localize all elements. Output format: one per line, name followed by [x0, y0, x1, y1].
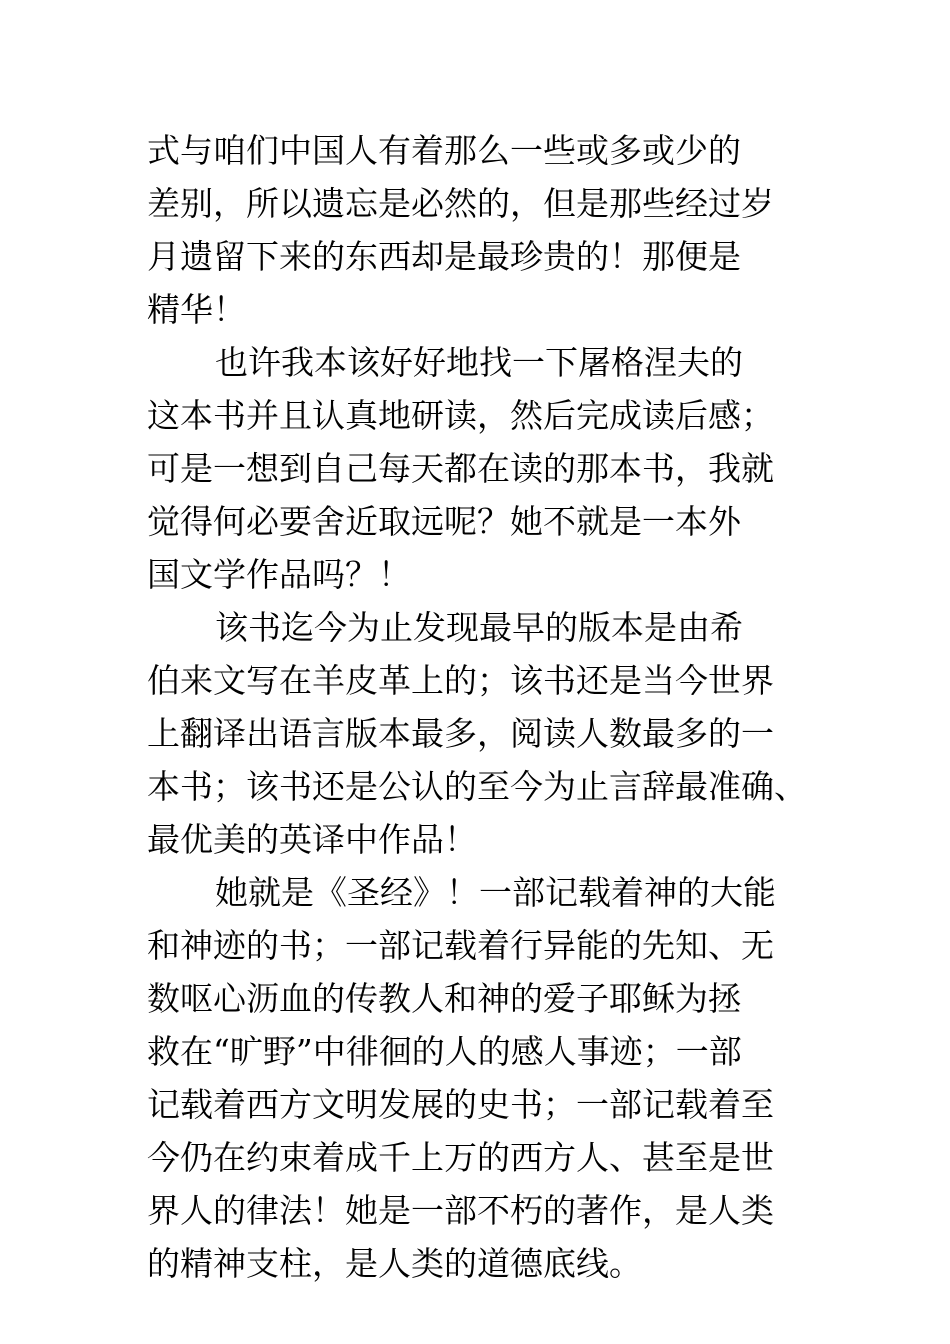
- text-line: 月遗留下来的东西却是最珍贵的！那便是: [147, 237, 741, 276]
- text-line: 上翻译出语言版本最多，阅读人数最多的一: [147, 714, 774, 753]
- text-line: 这本书并且认真地研读，然后完成读后感；: [147, 396, 774, 435]
- text-line: 可是一想到自己每天都在读的那本书，我就: [147, 449, 774, 488]
- text-line: 最优美的英译中作品！: [147, 820, 477, 859]
- text-line: 今仍在约束着成千上万的西方人、甚至是世: [147, 1138, 774, 1177]
- paragraph-3: [147, 601, 827, 866]
- text-line: 她就是《圣经》！一部记载着神的大能: [215, 873, 776, 912]
- text-line: 国文学作品吗？！: [147, 555, 411, 594]
- text-line: 精华！: [147, 290, 246, 329]
- text-line: 记载着西方文明发展的史书；一部记载着至: [147, 1085, 774, 1124]
- text-line: 式与咱们中国人有着那么一些或多或少的: [147, 131, 741, 170]
- text-line: 该书迄今为止发现最早的版本是由希: [215, 608, 743, 647]
- text-line: 界人的律法！她是一部不朽的著作，是人类: [147, 1191, 774, 1230]
- paragraph-1: [147, 124, 827, 336]
- text-line: 差别，所以遗忘是必然的，但是那些经过岁: [147, 184, 774, 223]
- paragraph-2: [147, 336, 827, 601]
- text-line: 数呕心沥血的传教人和神的爱子耶稣为拯: [147, 979, 741, 1018]
- text-line: 的精神支柱，是人类的道德底线。: [147, 1244, 642, 1283]
- paragraph-4: [147, 866, 827, 1290]
- text-line: 救在“旷野”中徘徊的人的感人事迹；一部: [147, 1032, 742, 1071]
- text-line: 伯来文写在羊皮革上的；该书还是当今世界: [147, 661, 774, 700]
- text-line: 觉得何必要舍近取远呢？她不就是一本外: [147, 502, 741, 541]
- body-text: [147, 124, 827, 1290]
- text-line: 本书；该书还是公认的至今为止言辞最准确、: [147, 767, 807, 806]
- text-line: 也许我本该好好地找一下屠格涅夫的: [215, 343, 743, 382]
- text-line: 和神迹的书；一部记载着行异能的先知、无: [147, 926, 774, 965]
